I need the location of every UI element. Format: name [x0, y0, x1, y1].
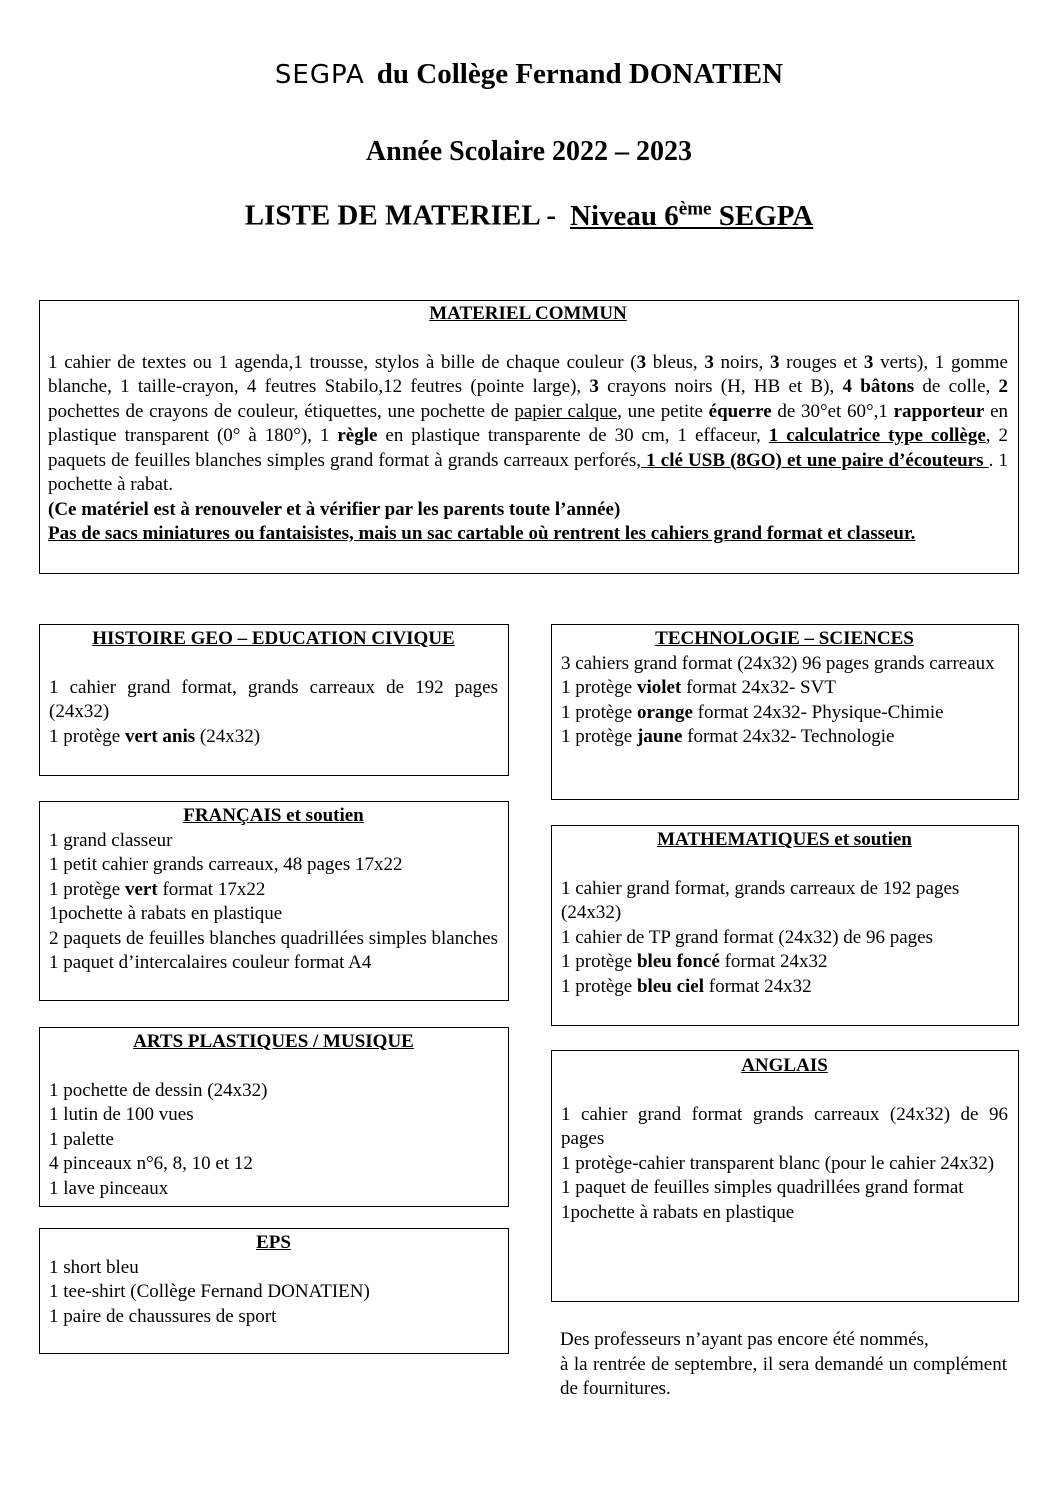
footnote-line: à la rentrée de septembre, il sera demandé un complément de fournitures.: [560, 1353, 1007, 1399]
list-item: 1 cahier grand format grands carreaux (24x32) de 96 pages: [561, 1103, 1008, 1149]
section-title: MATERIEL COMMUN: [429, 303, 627, 324]
section-title: ANGLAIS: [741, 1055, 828, 1076]
list-item: 2 paquets de feuilles blanches quadrillées simples blanches: [49, 927, 499, 949]
bag-warning: Pas de sacs miniatures ou fantaisistes, mais un sac cartable où rentrent les cahiers grand format et classeur.: [48, 523, 916, 544]
list-item: 1 petit cahier grands carreaux, 48 pages 17x22: [49, 854, 403, 875]
list-item: 1 tee-shirt (Collège Fernand DONATIEN): [49, 1281, 370, 1302]
list-item: 1 cahier grand format, grands carreaux de 192 pages (24x32): [49, 676, 498, 722]
list-item: 1 short bleu: [49, 1256, 139, 1278]
list-item: 1 cahier de TP grand format (24x32) de 96 pages: [561, 926, 933, 948]
list-item: 3 cahiers grand format (24x32) 96 pages grands carreaux: [561, 652, 995, 674]
section-francais: [39, 801, 509, 1001]
list-item: 1 paquet de feuilles simples quadrillées grand format: [561, 1177, 964, 1198]
section-histoire-geo: [39, 624, 509, 776]
list-item: 1 protège orange format 24x32- Physique-Chimie: [561, 701, 944, 723]
list-item: 1 cahier grand format, grands carreaux de 192 pages (24x32): [561, 877, 960, 923]
section-technologie-sciences: [551, 624, 1019, 800]
list-item: 1 lutin de 100 vues: [49, 1104, 194, 1125]
school-year: Année Scolaire 2022 – 2023: [365, 136, 693, 167]
footnote: [560, 1328, 1007, 1402]
list-item: 1 protège vert anis (24x32): [49, 725, 261, 747]
list-item: 1 palette: [49, 1128, 114, 1150]
renewal-note: (Ce matériel est à renouveler et à vérifier par les parents toute l’année): [48, 498, 621, 520]
list-item: 1 pochette de dessin (24x32): [49, 1079, 268, 1101]
list-item: 1 paire de chaussures de sport: [49, 1305, 277, 1327]
college-name: du Collège Fernand DONATIEN: [376, 58, 784, 90]
section-mathematiques: [551, 825, 1019, 1026]
list-item: 1 protège vert format 17x22: [49, 878, 266, 900]
section-arts-plastiques: [39, 1027, 509, 1207]
segpa-label: SEGPA: [274, 60, 365, 90]
section-anglais: [551, 1050, 1019, 1302]
niveau-label: Niveau 6ème SEGPA: [570, 198, 814, 232]
document-title: [0, 58, 1058, 91]
list-item: 1 protège bleu ciel format 24x32: [561, 975, 812, 997]
section-title: ARTS PLASTIQUES / MUSIQUE: [133, 1031, 414, 1052]
section-title: EPS: [256, 1232, 291, 1253]
list-item: 4 pinceaux n°6, 8, 10 et 12: [49, 1153, 253, 1174]
section-title: MATHEMATIQUES et soutien: [657, 829, 912, 850]
section-title: TECHNOLOGIE – SCIENCES: [655, 628, 914, 649]
footnote-line: Des professeurs n’ayant pas encore été nommés,: [560, 1329, 929, 1350]
list-heading: [0, 198, 1058, 233]
list-item: 1 protège-cahier transparent blanc (pour le cahier 24x32): [561, 1152, 995, 1174]
list-item: 1pochette à rabats en plastique: [49, 903, 283, 924]
list-item: 1 protège violet format 24x32- SVT: [561, 677, 836, 698]
section-materiel-commun: [39, 300, 1019, 574]
section-eps: [39, 1228, 509, 1354]
list-item: 1 protège jaune format 24x32- Technologie: [561, 726, 895, 747]
section-title: HISTOIRE GEO – EDUCATION CIVIQUE: [92, 628, 455, 649]
list-item: 1 paquet d’intercalaires couleur format A4: [49, 952, 372, 973]
list-item: 1 grand classeur: [49, 829, 173, 851]
list-item: 1pochette à rabats en plastique: [561, 1201, 795, 1223]
list-item: 1 lave pinceaux: [49, 1177, 169, 1199]
list-label: LISTE DE MATERIEL -: [244, 199, 557, 232]
list-item: 1 protège bleu foncé format 24x32: [561, 951, 828, 972]
materiel-commun-text: 1 cahier de textes ou 1 agenda,1 trousse, stylos à bille de chaque couleur (3 bleus, 3 noirs, 3 rouges et 3 verts), 1 gomme blanche, 1 taille-crayon, 4 feutres Stabilo,12 feutres (pointe large), 3 crayons noirs (H, HB et B), 4 bâtons de colle, 2 pochettes de crayons de couleur, étiquettes, une pochette de papier calque, une petite équerre de 30°et 60°,1 rapporteur en plastique transparent (0° à 180°), 1 règle en plastique transparente de 30 cm, 1 effaceur, 1 calculatrice type collège, 2 paquets de feuilles blanches simples grand format à grands carreaux perforés, 1 clé USB (8GO) et une paire d’écouteurs . 1 pochette à rabat.: [48, 351, 1009, 495]
section-title: FRANÇAIS et soutien: [183, 805, 364, 826]
